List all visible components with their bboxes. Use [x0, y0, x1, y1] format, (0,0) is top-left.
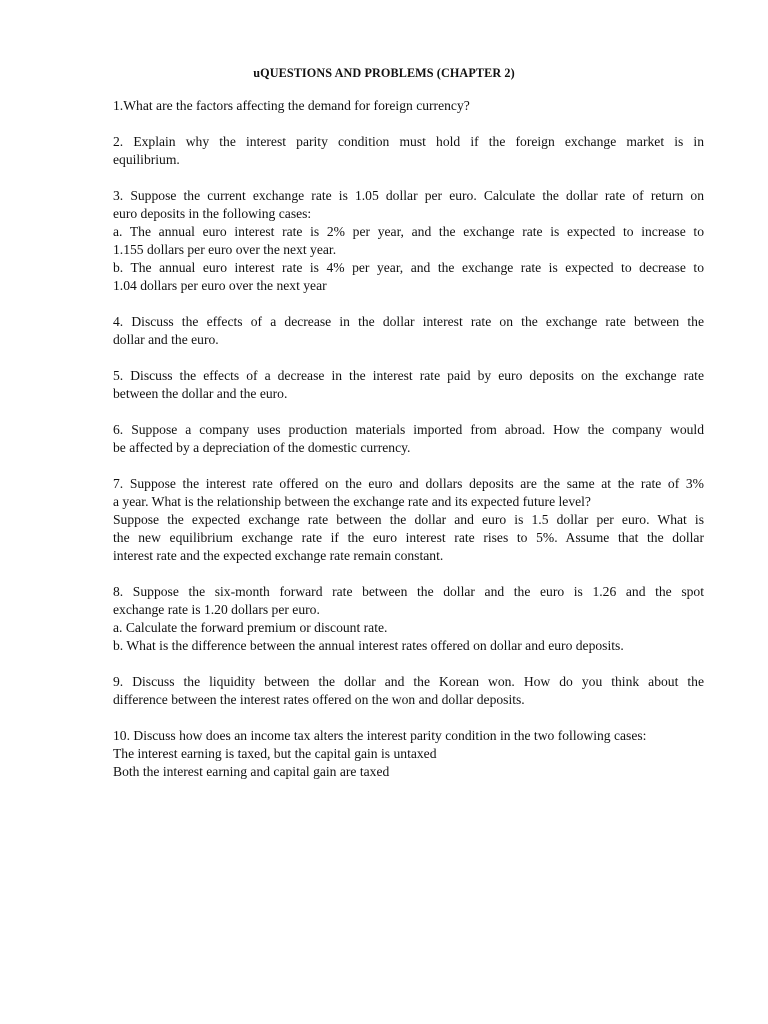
page-title: uQUESTIONS AND PROBLEMS (CHAPTER 2) — [253, 66, 515, 80]
question-1 — [113, 97, 704, 115]
question-line: euro deposits in the following cases: — [113, 206, 312, 221]
question-line: be affected by a depreciation of the domestic currency. — [113, 440, 411, 455]
question-line: 5. Discuss the effects of a decrease in the interest rate paid by euro deposits on the exchange rate — [113, 368, 704, 383]
question-line: b. The annual euro interest rate is 4% per year, and the exchange rate is expected to decrease to — [113, 260, 704, 275]
question-line: a. The annual euro interest rate is 2% per year, and the exchange rate is expected to increase to — [113, 224, 704, 239]
question-line: 4. Discuss the effects of a decrease in the dollar interest rate on the exchange rate between the — [113, 314, 704, 329]
question-line: 9. Discuss the liquidity between the dollar and the Korean won. How do you think about the — [113, 674, 704, 689]
question-line: Suppose the expected exchange rate between the dollar and euro is 1.5 dollar per euro. What is — [113, 512, 704, 527]
question-line: exchange rate is 1.20 dollars per euro. — [113, 602, 320, 617]
question-6 — [113, 421, 704, 457]
question-list — [113, 97, 704, 799]
question-3 — [113, 187, 704, 295]
question-line: equilibrium. — [113, 152, 180, 167]
question-line: a year. What is the relationship between the exchange rate and its expected future level? — [113, 494, 591, 509]
question-line: b. What is the difference between the annual interest rates offered on dollar and euro deposits. — [113, 638, 624, 653]
question-line: 8. Suppose the six-month forward rate between the dollar and the euro is 1.26 and the spot — [113, 584, 704, 599]
question-2 — [113, 133, 704, 169]
question-line: between the dollar and the euro. — [113, 386, 288, 401]
question-line: interest rate and the expected exchange rate remain constant. — [113, 548, 444, 563]
question-line: 1.04 dollars per euro over the next year — [113, 278, 327, 293]
question-8 — [113, 583, 704, 655]
question-line: 2. Explain why the interest parity condition must hold if the foreign exchange market is in — [113, 134, 704, 149]
question-line: 10. Discuss how does an income tax alters the interest parity condition in the two following cases: — [113, 728, 647, 743]
question-line: dollar and the euro. — [113, 332, 219, 347]
question-10 — [113, 727, 704, 781]
question-line: 3. Suppose the current exchange rate is 1.05 dollar per euro. Calculate the dollar rate of return on — [113, 188, 704, 203]
question-line: Both the interest earning and capital gain are taxed — [113, 764, 390, 779]
question-line: difference between the interest rates offered on the won and dollar deposits. — [113, 692, 525, 707]
question-4 — [113, 313, 704, 349]
question-5 — [113, 367, 704, 403]
question-line: 1.What are the factors affecting the demand for foreign currency? — [113, 98, 470, 113]
question-line: the new equilibrium exchange rate if the euro interest rate rises to 5%. Assume that the dollar — [113, 530, 704, 545]
question-9 — [113, 673, 704, 709]
question-line: The interest earning is taxed, but the capital gain is untaxed — [113, 746, 437, 761]
question-line: 7. Suppose the interest rate offered on the euro and dollars deposits are the same at the rate of 3% — [113, 476, 704, 491]
question-line: a. Calculate the forward premium or discount rate. — [113, 620, 388, 635]
question-7 — [113, 475, 704, 565]
question-line: 6. Suppose a company uses production materials imported from abroad. How the company would — [113, 422, 704, 437]
question-line: 1.155 dollars per euro over the next year. — [113, 242, 337, 257]
